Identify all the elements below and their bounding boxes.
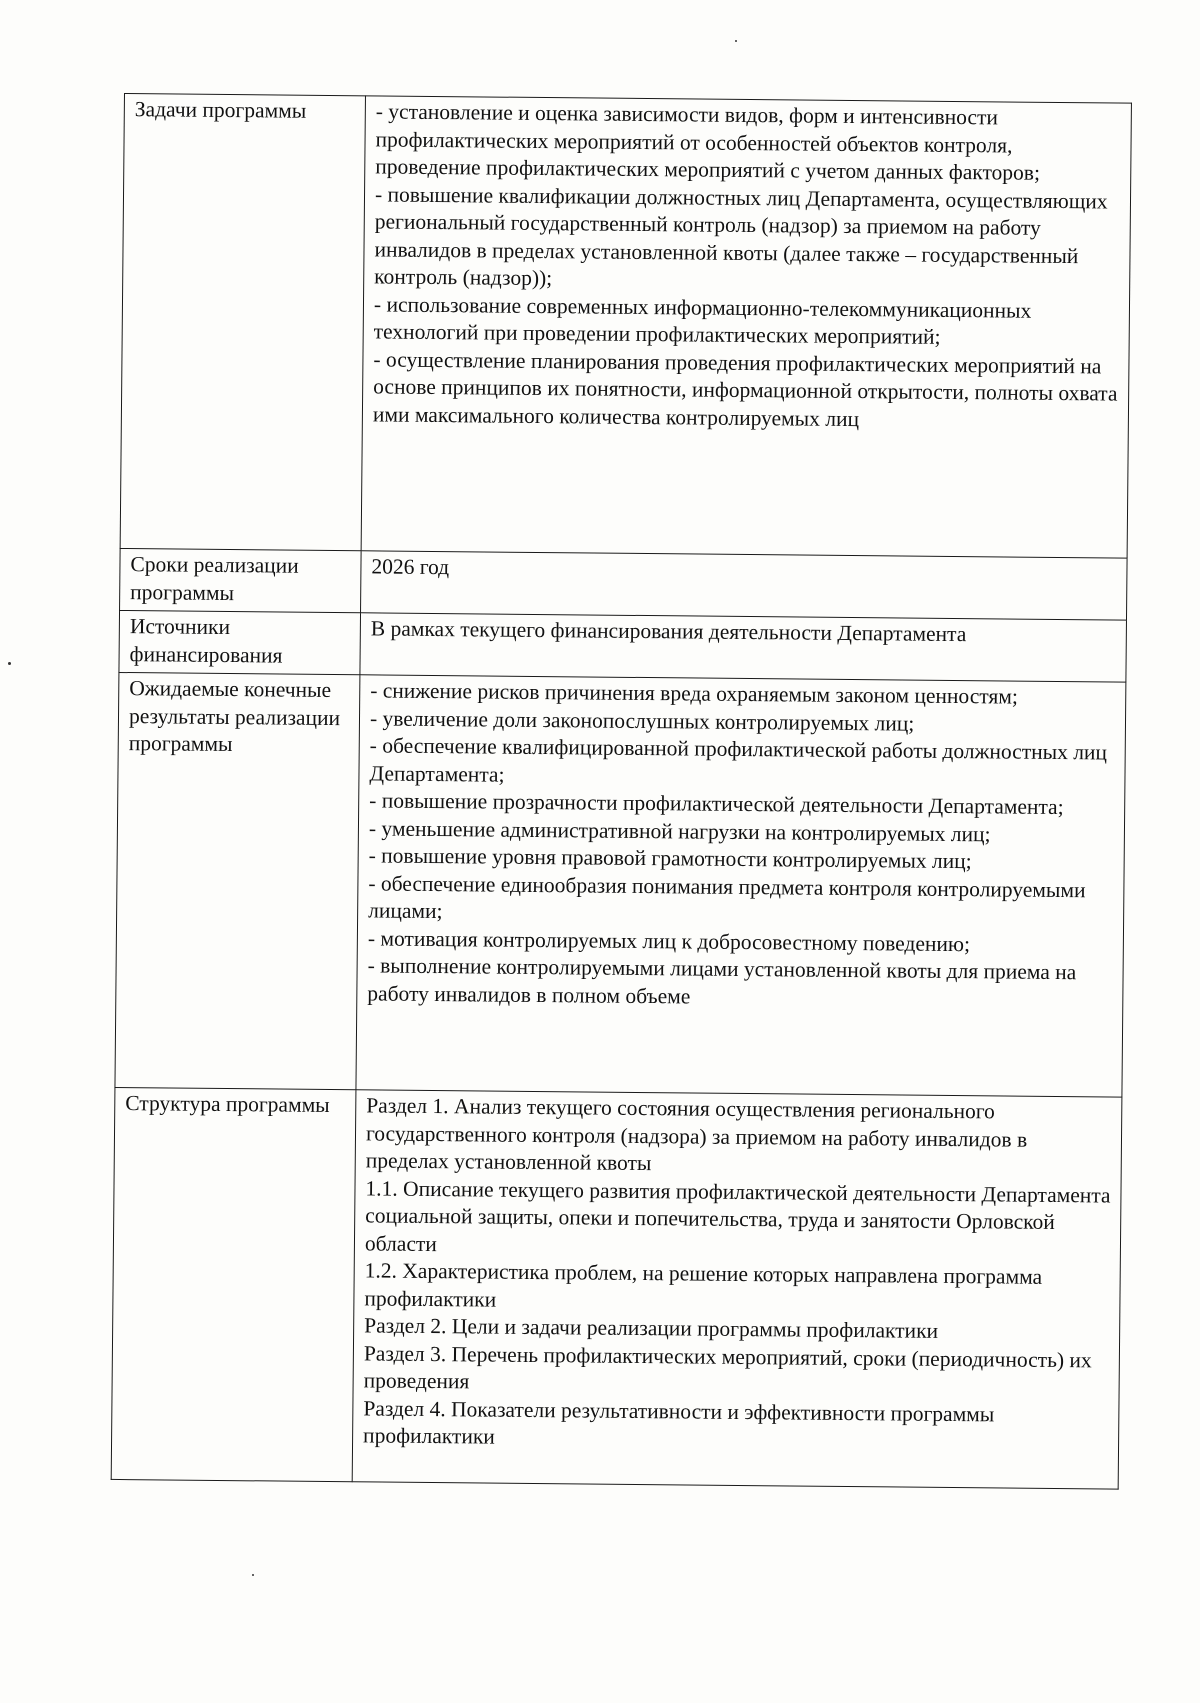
structure-item-4: Раздел 2. Цели и задачи реализации программы профилактики: [364, 1313, 939, 1343]
result-item-5: - уменьшение административной нагрузки на контролируемых лиц;: [368, 815, 991, 846]
result-item-4: - повышение прозрачности профилактической деятельности Департамента;: [369, 788, 1064, 820]
row-value-structure: [352, 1090, 1122, 1489]
table-row-expected-results: [115, 672, 1126, 1097]
row-label-funding: Источники финансирования: [119, 610, 361, 674]
task-item-1: - установление и оценка зависимости видов, форм и интенсивности профилактических мероприятий от особенностей объектов контроля, проведение профилактических мероприятий с учетом данных факторов;: [375, 99, 1041, 185]
scan-speck: [252, 1574, 254, 1576]
task-item-2: - повышение квалификации должностных лиц Департамента, осуществляющих региональный государственный контроль (надзор) за приемом на работу инвалидов в пределах установленной квоты (далее также – государственный контроль (надзор));: [374, 181, 1108, 291]
structure-item-5: Раздел 3. Перечень профилактических мероприятий, сроки (периодичность) их проведения: [363, 1340, 1092, 1394]
scan-speck: [735, 40, 737, 42]
result-item-7: - обеспечение единообразия понимания предмета контроля контролируемыми лицами;: [368, 870, 1086, 924]
result-item-2: - увеличение доли законопослушных контролируемых лиц;: [369, 705, 915, 736]
row-value-expected-results: [356, 675, 1126, 1097]
structure-item-6: Раздел 4. Показатели результативности и эффективности программы профилактики: [363, 1395, 995, 1449]
terms-value: 2026 год: [371, 554, 450, 580]
funding-value: В рамках текущего финансирования деятельности Департамента: [370, 616, 967, 647]
row-value-funding: [360, 613, 1127, 682]
result-item-6: - повышение уровня правовой грамотности контролируемых лиц;: [368, 843, 972, 874]
row-value-tasks: [361, 96, 1131, 558]
program-passport-table: [111, 93, 1132, 1490]
structure-item-2: 1.1. Описание текущего развития профилактической деятельности Департамента социальной защиты, опеки и попечительства, труда и занятости Орловской области: [364, 1175, 1111, 1256]
structure-item-1: Раздел 1. Анализ текущего состояния осуществления регионального государственного контроля (надзора) за приемом на работу инвалидов в пределах установленной квоты: [365, 1093, 1028, 1176]
table-row-tasks: [120, 94, 1131, 559]
scan-speck: [8, 662, 11, 665]
task-item-4: - осуществление планирования проведения профилактических мероприятий на основе принципов их понятности, информационной открытости, полноты охвата ими максимального количества контролируемых лиц: [372, 346, 1118, 431]
row-label-terms: Сроки реализации программы: [120, 548, 362, 612]
row-label-tasks: Задачи программы: [120, 94, 365, 551]
result-item-8: - мотивация контролируемых лиц к добросовестному поведению;: [367, 925, 971, 956]
result-item-9: - выполнение контролируемыми лицами установленной квоты для приема на работу инвалидов в полном объеме: [367, 953, 1077, 1008]
result-item-1: - снижение рисков причинения вреда охраняемым законом ценностям;: [370, 678, 1019, 709]
table-row-terms: [120, 548, 1128, 620]
row-label-structure: Структура программы: [111, 1087, 356, 1481]
result-item-3: - обеспечение квалифицированной профилактической работы должностных лиц Департамента;: [369, 733, 1108, 787]
structure-item-3: 1.2. Характеристика проблем, на решение которых направлена программа профилактики: [364, 1258, 1043, 1312]
table-row-funding: [119, 610, 1127, 682]
table-row-structure: [111, 1087, 1122, 1489]
row-label-expected-results: Ожидаемые конечные результаты реализации программы: [115, 672, 360, 1089]
task-item-3: - использование современных информационно-телекоммуникационных технологий при проведении профилактических мероприятий;: [373, 291, 1032, 349]
row-value-terms: [361, 551, 1128, 620]
